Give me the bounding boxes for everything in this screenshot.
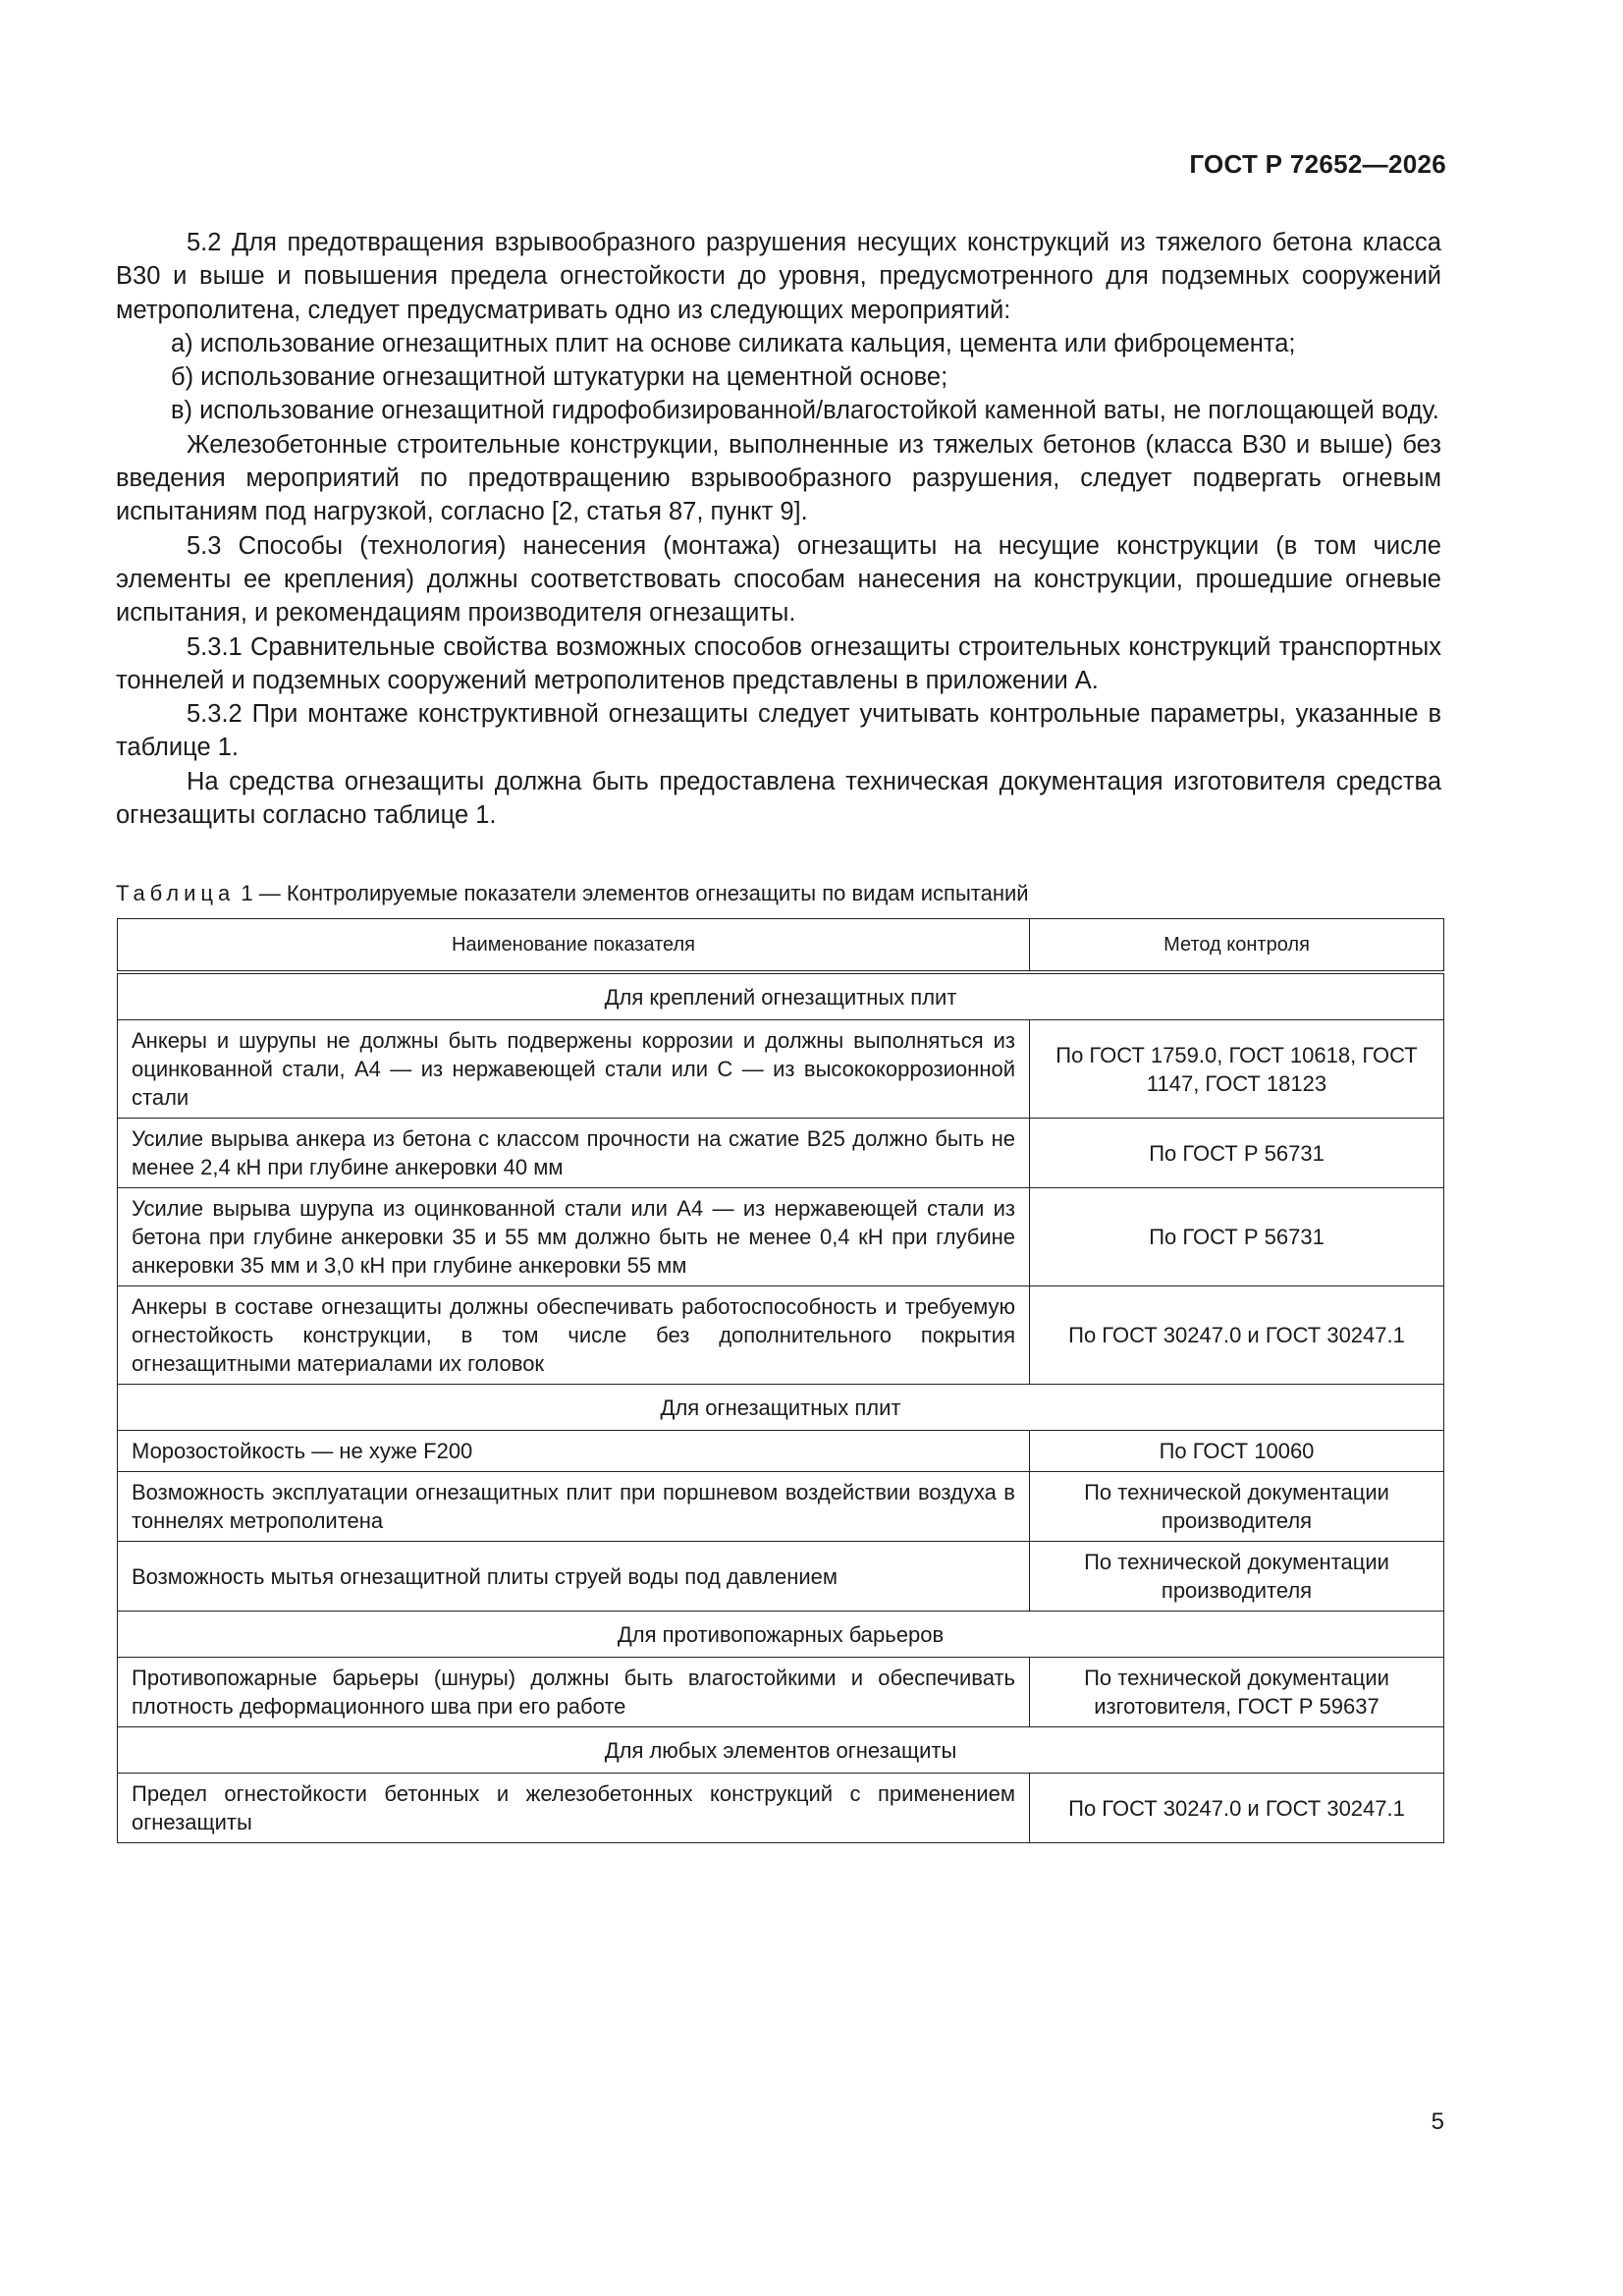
row-method: По технической документации производителя bbox=[1030, 1472, 1444, 1542]
section-row bbox=[118, 1385, 1444, 1431]
table-row bbox=[118, 1020, 1444, 1119]
list-item-b: б) использование огнезащитной штукатурки на цементной основе; bbox=[171, 363, 948, 392]
table-container bbox=[117, 918, 1444, 1843]
paragraph-5-3: 5.3 Способы (технология) нанесения (монтажа) огнезащиты на несущие конструкции (в том числе элементы ее крепления) должны соответствовать способам нанесения на конструкции, прошедшие огневые испытания, и рекомендациям производителя огнезащиты. bbox=[116, 531, 1441, 628]
table-caption-word: Таблица bbox=[116, 881, 236, 905]
paragraph-5-3-1: 5.3.1 Сравнительные свойства возможных способов огнезащиты строительных конструкций транспортных тоннелей и подземных сооружений метрополитенов представлены в приложении А. bbox=[116, 632, 1441, 694]
list-item-a: а) использование огнезащитных плит на основе силиката кальция, цемента или фиброцемента; bbox=[171, 329, 1296, 357]
section-row bbox=[118, 1727, 1444, 1774]
table-row bbox=[118, 1119, 1444, 1188]
control-parameters-table bbox=[117, 918, 1444, 1843]
row-name: Анкеры и шурупы не должны быть подвержены коррозии и должны выполняться из оцинкованной стали, А4 — из нержавеющей стали или С — из высококоррозионной стали bbox=[118, 1020, 1030, 1119]
document-body bbox=[116, 226, 1441, 832]
row-name: Морозостойкость — не хуже F200 bbox=[118, 1431, 1030, 1472]
row-name: Возможность мытья огнезащитной плиты струей воды под давлением bbox=[118, 1542, 1030, 1612]
page-number: 5 bbox=[1431, 2108, 1444, 2135]
section-row bbox=[118, 972, 1444, 1020]
row-name: Предел огнестойкости бетонных и железобетонных конструкций с применением огнезащиты bbox=[118, 1774, 1030, 1843]
row-name: Противопожарные барьеры (шнуры) должны быть влагостойкими и обеспечивать плотность деформационного шва при его работе bbox=[118, 1658, 1030, 1727]
row-method: По ГОСТ 1759.0, ГОСТ 10618, ГОСТ 1147, ГОСТ 18123 bbox=[1030, 1020, 1444, 1119]
row-name: Усилие вырыва анкера из бетона с классом прочности на сжатие В25 должно быть не менее 2,4 кН при глубине анкеровки 40 мм bbox=[118, 1119, 1030, 1188]
table-caption bbox=[116, 879, 1441, 908]
row-name: Возможность эксплуатации огнезащитных плит при поршневом воздействии воздуха в тоннелях метрополитена bbox=[118, 1472, 1030, 1542]
row-name: Усилие вырыва шурупа из оцинкованной стали или А4 — из нержавеющей стали из бетона при глубине анкеровки 35 и 55 мм должно быть не менее 0,4 кН при глубине анкеровки 35 мм и 3,0 кН при глубине анкеровки 55 мм bbox=[118, 1188, 1030, 1286]
row-method: По технической документации изготовителя, ГОСТ Р 59637 bbox=[1030, 1658, 1444, 1727]
table-caption-title: 1 — Контролируемые показатели элементов огнезащиты по видам испытаний bbox=[241, 881, 1029, 905]
table-row bbox=[118, 1188, 1444, 1286]
section-title: Для огнезащитных плит bbox=[118, 1385, 1444, 1431]
row-method: По ГОСТ 10060 bbox=[1030, 1431, 1444, 1472]
table-header-row bbox=[118, 919, 1444, 973]
row-method: По ГОСТ 30247.0 и ГОСТ 30247.1 bbox=[1030, 1774, 1444, 1843]
row-method: По ГОСТ Р 56731 bbox=[1030, 1119, 1444, 1188]
table-row bbox=[118, 1286, 1444, 1385]
header-method: Метод контроля bbox=[1030, 919, 1444, 973]
list-item-v: в) использование огнезащитной гидрофобизированной/влагостойкой каменной ваты, не поглощающей воду. bbox=[171, 397, 1439, 425]
table-row bbox=[118, 1774, 1444, 1843]
table-row bbox=[118, 1542, 1444, 1612]
table-row bbox=[118, 1431, 1444, 1472]
section-title: Для противопожарных барьеров bbox=[118, 1612, 1444, 1658]
paragraph-reinforced-concrete: Железобетонные строительные конструкции, выполненные из тяжелых бетонов (класса В30 и выше) без введения мероприятий по предотвращению взрывообразного разрушения, следует подвергать огневым испытаниям под нагрузкой, согласно [2, статья 87, пункт 9]. bbox=[116, 430, 1441, 526]
row-method: По ГОСТ 30247.0 и ГОСТ 30247.1 bbox=[1030, 1286, 1444, 1385]
section-title: Для любых элементов огнезащиты bbox=[118, 1727, 1444, 1774]
table-row bbox=[118, 1472, 1444, 1542]
row-method: По ГОСТ Р 56731 bbox=[1030, 1188, 1444, 1286]
row-name: Анкеры в составе огнезащиты должны обеспечивать работоспособность и требуемую огнестойкость конструкции, в том числе без дополнительного покрытия огнезащитными материалами их головок bbox=[118, 1286, 1030, 1385]
table-row bbox=[118, 1658, 1444, 1727]
row-method: По технической документации производителя bbox=[1030, 1542, 1444, 1612]
paragraph-documentation: На средства огнезащиты должна быть предоставлена техническая документация изготовителя средства огнезащиты согласно таблице 1. bbox=[116, 767, 1441, 830]
paragraph-5-2: 5.2 Для предотвращения взрывообразного разрушения несущих конструкций из тяжелого бетона класса В30 и выше и повышения предела огнестойкости до уровня, предусмотренного для подземных сооружений метрополитена, следует предусматривать одно из следующих мероприятий: bbox=[116, 229, 1441, 324]
section-title: Для креплений огнезащитных плит bbox=[118, 972, 1444, 1020]
header-name: Наименование показателя bbox=[118, 919, 1030, 973]
document-code: ГОСТ Р 72652—2026 bbox=[1189, 149, 1446, 179]
section-row bbox=[118, 1612, 1444, 1658]
paragraph-5-3-2: 5.3.2 При монтаже конструктивной огнезащиты следует учитывать контрольные параметры, указанные в таблице 1. bbox=[116, 700, 1441, 762]
